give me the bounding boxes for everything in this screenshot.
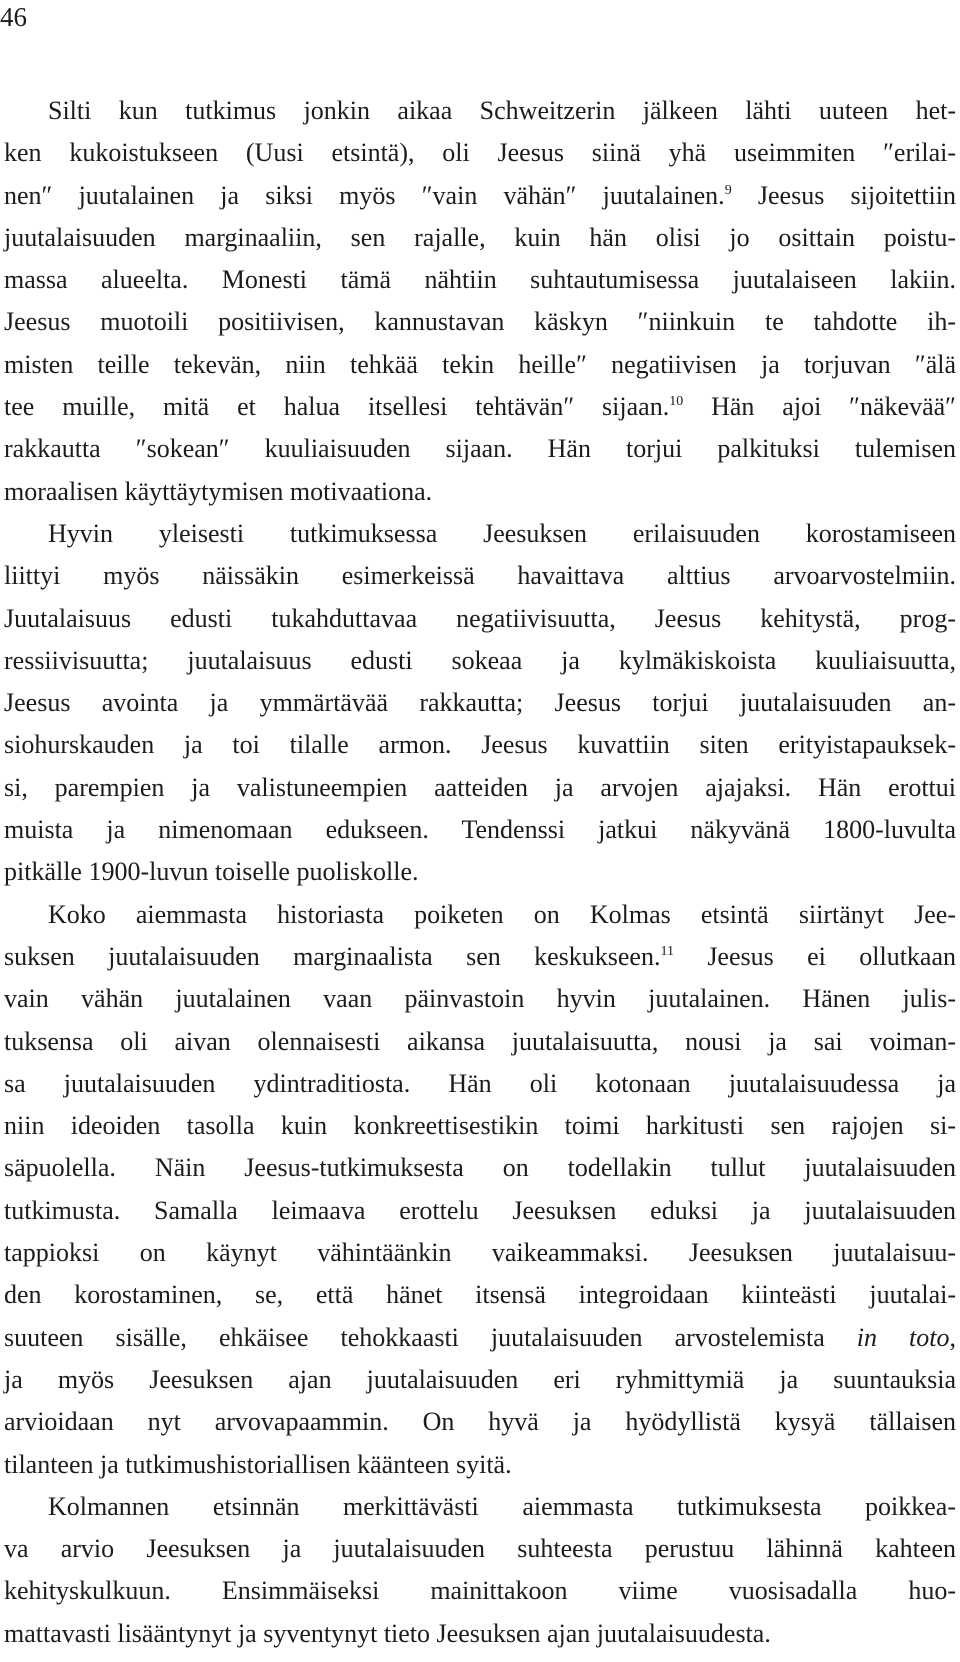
text-segment: Hän ajoi ″näkevää″: [683, 392, 957, 422]
text-line: [4, 217, 956, 259]
text-line: [4, 1444, 956, 1486]
text-line: [4, 513, 956, 555]
text-line: [4, 1105, 956, 1147]
text-line: [4, 640, 956, 682]
footnote-marker: 11: [660, 943, 674, 959]
text-segment: juutalaisuuden marginaaliin, sen rajalle, kuin hän olisi jo osittain poistu-: [4, 222, 956, 252]
text-line: [4, 1147, 956, 1189]
text-segment: den korostaminen, se, että hänet itsensä integroidaan kiinteästi juutalai-: [4, 1280, 956, 1310]
text-segment: kehityskulkuun. Ensimmäiseksi mainittakoon viime vuosisadalla huo-: [4, 1576, 956, 1606]
text-segment: si, parempien ja valistuneempien aatteiden ja arvojen ajajaksi. Hän erottui: [4, 772, 956, 802]
text-segment: rakkautta ″sokean″ kuuliaisuuden sijaan. Hän torjui palkituksi tulemisen: [4, 434, 956, 464]
paragraph: [4, 1486, 956, 1655]
text-line: [4, 1232, 956, 1274]
text-line: [4, 1021, 956, 1063]
text-segment: säpuolella. Näin Jeesus-tutkimuksesta on todellakin tullut juutalaisuuden: [4, 1153, 956, 1183]
text-segment: tee muille, mitä et halua itsellesi tehtävän″ sijaan.: [4, 392, 670, 422]
text-segment: Jeesus muotoili positiivisen, kannustavan käskyn ″niinkuin te tahdotte ih-: [4, 307, 956, 337]
text-segment: suksen juutalaisuuden marginaalista sen keskukseen.: [4, 941, 661, 971]
paragraph: [4, 894, 956, 1486]
text-segment: massa alueelta. Monesti tämä nähtiin suhtautumisessa juutalaiseen lakiin.: [4, 265, 956, 295]
text-line: [4, 301, 956, 343]
body-text: [4, 90, 956, 1655]
text-line: [4, 1190, 956, 1232]
text-segment: muista ja nimenomaan edukseen. Tendenssi jatkui näkyvänä 1800-luvulta: [4, 815, 956, 845]
text-segment: tutkimusta. Samalla leimaava erottelu Jeesuksen eduksi ja juutalaisuuden: [4, 1195, 956, 1225]
text-line: [4, 767, 956, 809]
text-segment: suuteen sisälle, ehkäisee tehokkaasti juutalaisuuden arvostelemista: [4, 1322, 857, 1352]
text-line: [4, 428, 956, 470]
text-segment: pitkälle 1900-luvun toiselle puoliskolle.: [4, 857, 419, 887]
text-segment: va arvio Jeesuksen ja juutalaisuuden suhteesta perustuu lähinnä kahteen: [4, 1534, 956, 1564]
text-segment: ressiivisuutta; juutalaisuus edusti sokeaa ja kylmäkiskoista kuuliaisuutta,: [4, 645, 956, 675]
text-segment: Jeesus sijoitettiin: [731, 180, 956, 210]
text-segment: Kolmannen etsinnän merkittävästi aiemmasta tutkimuksesta poikkea-: [48, 1491, 956, 1521]
text-segment: ken kukoistukseen (Uusi etsintä), oli Jeesus siinä yhä useimmiten ″erilai-: [4, 138, 956, 168]
text-line: [4, 1274, 956, 1316]
text-segment: nen″ juutalainen ja siksi myös ″vain vähän″ juutalainen.: [4, 180, 725, 210]
text-line: [4, 1613, 956, 1655]
text-segment: mattavasti lisääntynyt ja syventynyt tieto Jeesuksen ajan juutalaisuudesta.: [4, 1618, 771, 1648]
text-line: [4, 90, 956, 132]
text-line: [4, 344, 956, 386]
paragraph: [4, 513, 956, 894]
text-line: [4, 1359, 956, 1401]
text-line: [4, 471, 956, 513]
text-segment: Hyvin yleisesti tutkimuksessa Jeesuksen erilaisuuden korostamiseen: [48, 518, 956, 548]
text-line: [4, 724, 956, 766]
text-segment: siohurskauden ja toi tilalle armon. Jeesus kuvattiin siten erityistapauksek-: [4, 730, 956, 760]
text-line: [4, 894, 956, 936]
text-segment: tilanteen ja tutkimushistoriallisen käänteen syitä.: [4, 1449, 512, 1479]
text-line: [4, 386, 956, 428]
page-number: 46: [0, 2, 27, 32]
text-segment: sa juutalaisuuden ydintraditiosta. Hän oli kotonaan juutalaisuudessa ja: [4, 1068, 956, 1098]
text-segment: liittyi myös näissäkin esimerkeissä havaittava alttius arvoarvostelmiin.: [4, 561, 956, 591]
text-segment: Jeesus ei ollutkaan: [673, 941, 956, 971]
text-segment: Juutalaisuus edusti tukahduttavaa negatiivisuutta, Jeesus kehitystä, prog-: [4, 603, 956, 633]
text-line: [4, 936, 956, 978]
text-line: [4, 1317, 956, 1359]
text-line: [4, 555, 956, 597]
text-segment: ,: [949, 1322, 956, 1352]
text-segment: arvioidaan nyt arvovapaammin. On hyvä ja hyödyllistä kysyä tällaisen: [4, 1407, 956, 1437]
text-line: [4, 682, 956, 724]
text-line: [4, 598, 956, 640]
text-segment: ja myös Jeesuksen ajan juutalaisuuden eri ryhmittymiä ja suuntauksia: [4, 1364, 956, 1394]
text-line: [4, 1401, 956, 1443]
text-segment: tuksensa oli aivan olennaisesti aikansa juutalaisuutta, nousi ja sai voiman-: [4, 1026, 956, 1056]
paragraph: [4, 90, 956, 513]
text-line: [4, 132, 956, 174]
text-line: [4, 259, 956, 301]
text-segment: moraalisen käyttäytymisen motivaationa.: [4, 476, 433, 506]
text-line: [4, 1063, 956, 1105]
text-line: [4, 809, 956, 851]
text-segment: Jeesus avointa ja ymmärtävää rakkautta; Jeesus torjui juutalaisuuden an-: [4, 688, 956, 718]
footnote-marker: 10: [669, 394, 684, 410]
text-segment: Silti kun tutkimus jonkin aikaa Schweitzerin jälkeen lähti uuteen het-: [48, 96, 956, 125]
text-line: [4, 851, 956, 893]
text-segment: tappioksi on käynyt vähintäänkin vaikeammaksi. Jeesuksen juutalaisuu-: [4, 1238, 956, 1268]
text-segment: vain vähän juutalainen vaan päinvastoin hyvin juutalainen. Hänen julis-: [4, 984, 956, 1014]
text-line: [4, 1486, 956, 1528]
text-line: [4, 978, 956, 1020]
text-segment: niin ideoiden tasolla kuin konkreettisestikin toimi harkitusti sen rajojen si-: [4, 1111, 956, 1141]
footnote-marker: 9: [724, 182, 732, 198]
text-line: [4, 1570, 956, 1612]
text-segment: misten teille tekevän, niin tehkää tekin heille″ negatiivisen ja torjuvan ″älä: [4, 349, 956, 379]
text-line: [4, 1528, 956, 1570]
italic-phrase: in toto: [856, 1322, 950, 1352]
text-segment: Koko aiemmasta historiasta poiketen on Kolmas etsintä siirtänyt Jee-: [48, 899, 956, 929]
text-line: [4, 175, 956, 217]
